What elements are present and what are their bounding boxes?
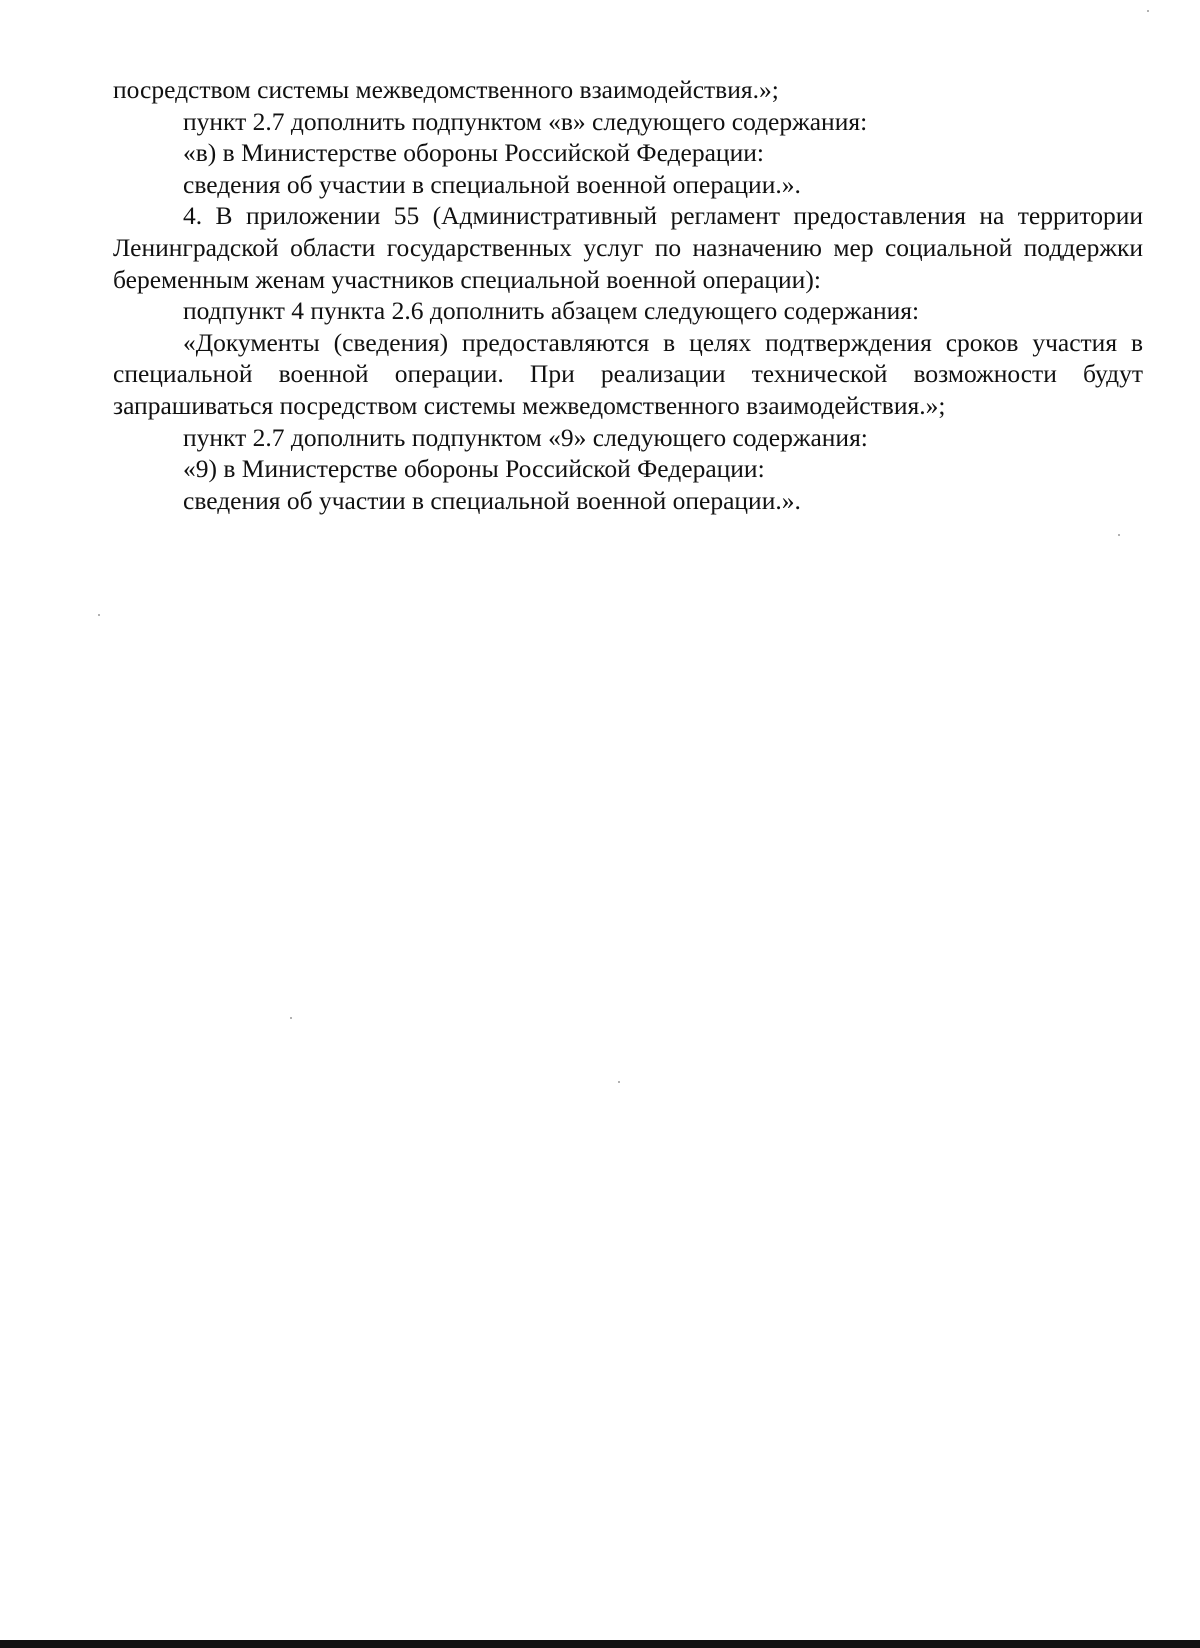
paragraph-subitem-9-info: сведения об участии в специальной военной операции.». (183, 485, 801, 515)
paragraph-appendix-55: 4. В приложении 55 (Административный регламент предоставления на территории Ленинградской области государственных услуг по назначению мер социальной поддержки беременным женам участников специальной военной операции): (113, 201, 1143, 294)
scan-speck (290, 1017, 292, 1019)
paragraph-subitem-v-info: сведения об участии в специальной военной операции.». (183, 169, 801, 199)
paragraph-continuation: посредством системы межведомственного взаимодействия.»; (113, 75, 779, 104)
paragraph-documents-quote: «Документы (сведения) предоставляются в целях подтверждения сроков участия в специальной военной операции. При реализации технической возможности будут запрашиваться посредством системы межведомственного взаимодействия.»; (113, 327, 1143, 420)
paragraph-item-2-7-amendment: пункт 2.7 дополнить подпунктом «в» следующего содержания: (183, 106, 868, 136)
document-body (113, 74, 1143, 516)
paragraph-subitem-4-amendment: подпункт 4 пункта 2.6 дополнить абзацем следующего содержания: (183, 296, 920, 326)
paragraph-subitem-9-ministry: «9) в Министерстве обороны Российской Федерации: (183, 454, 765, 484)
scan-speck (98, 614, 100, 616)
paragraph-item-2-7-amendment-9: пункт 2.7 дополнить подпунктом «9» следующего содержания: (183, 422, 868, 452)
scan-bottom-edge (0, 1640, 1200, 1648)
paragraph-subitem-v-ministry: «в) в Министерстве обороны Российской Федерации: (183, 138, 764, 168)
scan-speck (618, 1081, 620, 1083)
scan-speck (1118, 534, 1120, 536)
scan-speck (1147, 10, 1149, 12)
